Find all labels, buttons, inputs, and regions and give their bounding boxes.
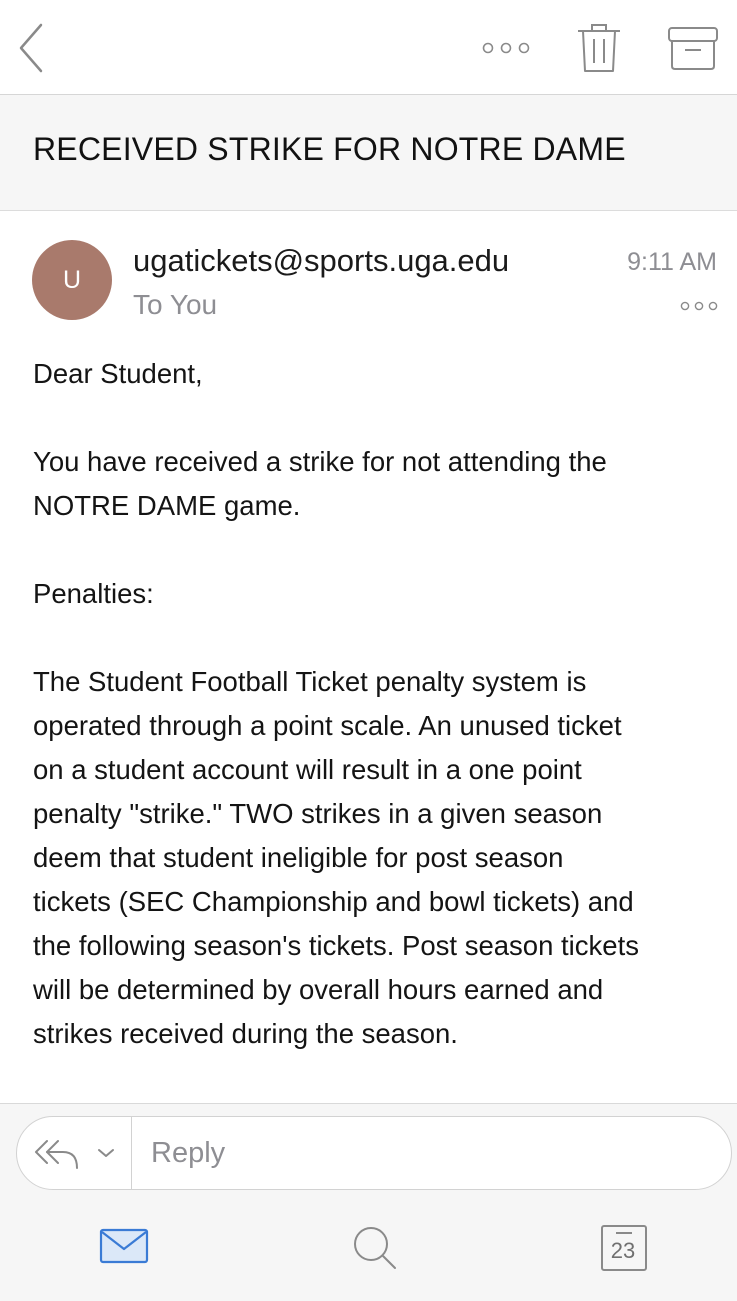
reply-all-icon <box>33 1135 83 1173</box>
bottom-panel <box>0 1103 737 1301</box>
calendar-day-label: 23 <box>610 1238 636 1263</box>
trash-icon <box>574 22 624 74</box>
more-options-button[interactable] <box>478 36 534 60</box>
subject-bar <box>0 95 737 211</box>
email-subject: RECEIVED STRIKE FOR NOTRE DAME <box>33 131 626 167</box>
body-paragraph: Penalties: <box>33 578 154 609</box>
back-button[interactable] <box>14 20 50 76</box>
delete-button[interactable] <box>574 22 624 74</box>
archive-box-icon <box>666 24 720 72</box>
archive-button[interactable] <box>666 24 720 72</box>
received-time: 9:11 AM <box>627 248 717 276</box>
body-paragraph: You have received a strike for not attending the NOTRE DAME game. <box>33 446 607 521</box>
mail-icon <box>99 1227 149 1265</box>
sender-address[interactable]: ugatickets@sports.uga.edu <box>133 243 510 278</box>
tab-mail[interactable] <box>99 1227 149 1265</box>
chevron-down-icon <box>95 1145 117 1161</box>
email-body <box>33 352 723 1056</box>
chevron-left-icon <box>14 20 50 76</box>
body-paragraph: The Student Football Ticket penalty system is operated through a point scale. An unused ticket on a student account will result in a one point penalty "strike." TWO strikes in a given season deem that student ineligible for post season tickets (SEC Championship and bowl tickets) and the following season's tickets. Post season tickets will be determined by overall hours earned and strikes received during the season. <box>33 666 639 1049</box>
body-greeting: Dear Student, <box>33 358 203 389</box>
message-more-button[interactable] <box>679 298 719 314</box>
tab-search[interactable] <box>351 1224 399 1272</box>
reply-input[interactable]: Reply <box>151 1137 226 1169</box>
more-horizontal-icon <box>679 298 719 314</box>
recipients-label[interactable]: To You <box>133 289 218 320</box>
reply-bar <box>16 1116 732 1190</box>
top-toolbar <box>0 0 737 95</box>
search-icon <box>351 1224 399 1272</box>
reply-options-button[interactable] <box>17 1117 132 1189</box>
sender-avatar[interactable]: U <box>32 240 112 320</box>
tab-calendar[interactable] <box>600 1224 648 1272</box>
more-horizontal-icon <box>478 36 534 60</box>
